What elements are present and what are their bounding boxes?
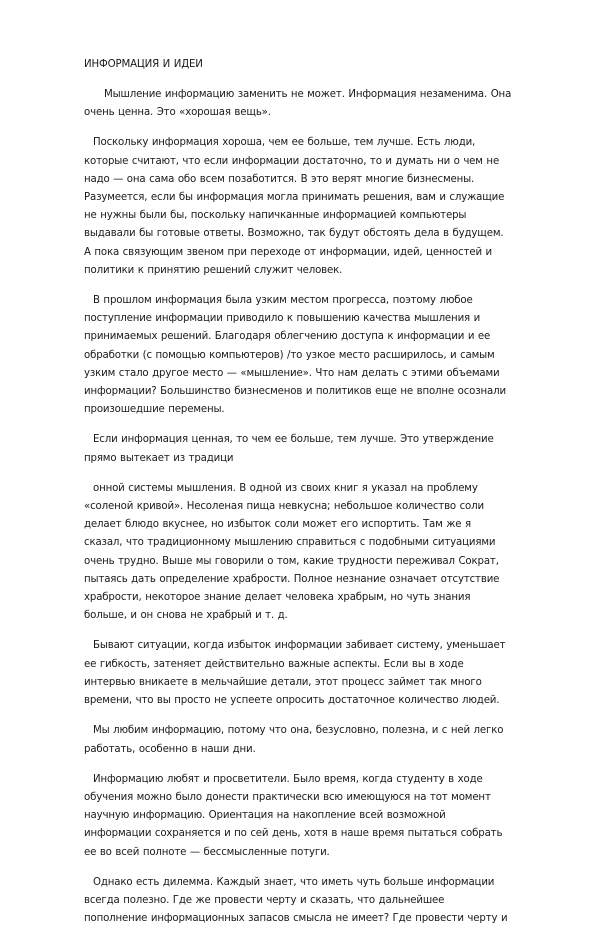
text-line: Если информация ценная, то чем ее больше, тем лучше. Это утверждение [93,434,494,446]
text-line: ее во всей полноте — бессмысленные потуги. [84,846,330,858]
paragraph-1 [84,86,554,122]
text-line: времени, что вы просто не успеете опросить достаточное количество людей. [84,695,500,707]
text-line: очень трудно. Выше мы говорили о том, какие трудности переживал Сократ, [84,555,499,567]
text-line: делает блюдо вкуснее, но избыток соли может его испортить. Там же я [84,519,471,531]
text-line: обучения можно было донести практически всю имеющуюся на тот момент [84,791,491,803]
text-line: Мышление информацию заменить не может. Информация незаменима. Она [104,89,512,100]
paragraph-8 [84,771,554,862]
text-line: узким стало другое место — «мышление». Что нам делать с этими объемами [84,367,500,379]
text-line: Мы любим информацию, потому что она, безусловно, полезна, и с ней легко [93,725,504,737]
paragraph-5 [84,480,554,626]
text-line: научную информацию. Ориентация на накопление всей возможной [84,810,446,822]
text-line: работать, особенно в наши дни. [84,743,256,755]
text-line: прямо вытекает из традици [84,452,234,464]
text-line: онной системы мышления. В одной из своих книг я указал на проблему [93,482,478,494]
document-title: ИНФОРМАЦИЯ И ИДЕИ [84,59,203,70]
text-line: храбрости, некоторое знание делает человека храбрым, но чуть знания [84,592,471,604]
text-line: обработки (с помощью компьютеров) /то узкое место расширилось, и самым [84,349,495,361]
text-line: очень ценна. Это «хорошая вещь». [84,107,271,119]
text-line: политики к принятию решений служит человек. [84,264,343,276]
document-page [84,56,554,940]
paragraph-9 [84,874,554,929]
text-line: А пока связующим звеном при переходе от информации, идей, ценностей и [84,246,492,258]
text-line: поступление информации приводило к повышению качества мышления и [84,313,481,325]
text-line: информации? Большинство бизнесменов и политиков еще не вполне осознали [84,386,506,398]
text-line: Поскольку информация хороша, чем ее больше, тем лучше. Есть люди, [93,137,476,149]
text-line: интервью вникаете в мельчайшие детали, этот процесс займет так много [84,676,482,688]
text-line: Однако есть дилемма. Каждый знает, что иметь чуть больше информации [93,876,495,888]
text-line: «соленой кривой». Несоленая пища невкусна; небольшое количество соли [84,501,484,513]
text-line: пытаясь дать определение храбрости. Полное незнание означает отсутствие [84,573,500,585]
text-line: которые считают, что если информации достаточно, то и думать ни о чем не [84,155,500,167]
text-line: выдавали бы готовые ответы. Возможно, так будут обстоять дела в будущем. [84,228,504,240]
text-line: Бывают ситуации, когда избыток информации забивает систему, уменьшает [93,640,506,652]
text-line: больше, и он снова не храбрый и т. д. [84,610,288,622]
paragraph-6 [84,637,554,710]
text-line: надо — она сама обо всем позаботится. В это верят многие бизнесмены. [84,173,475,185]
text-line: В прошлом информация была узким местом прогресса, поэтому любое [93,295,473,307]
text-line: всегда полезно. Где же провести черту и сказать, что дальнейшее [84,894,445,906]
text-line: сказал, что традиционному мышлению справиться с подобными ситуациями [84,537,496,549]
text-line: пополнение информационных запасов смысла не имеет? Где провести черту и [84,913,508,925]
paragraph-7 [84,722,554,758]
paragraph-3 [84,292,554,419]
text-line: принимаемых решений. Благодаря облегчению доступа к информации и ее [84,331,491,343]
paragraph-4 [84,431,554,467]
paragraph-2 [84,134,554,280]
text-line: произошедшие перемены. [84,404,225,416]
text-line: Информацию любят и просветители. Было время, когда студенту в ходе [93,773,483,785]
text-line: ее гибкость, затеняет действительно важные аспекты. Если вы в ходе [84,658,464,670]
text-line: Разумеется, если бы информация могла принимать решения, вам и служащие [84,192,505,204]
text-line: не нужны были бы, поскольку напичканные информацией компьютеры [84,210,467,222]
text-line: информации сохраняется и по сей день, хотя в наше время пытаться собрать [84,828,503,840]
